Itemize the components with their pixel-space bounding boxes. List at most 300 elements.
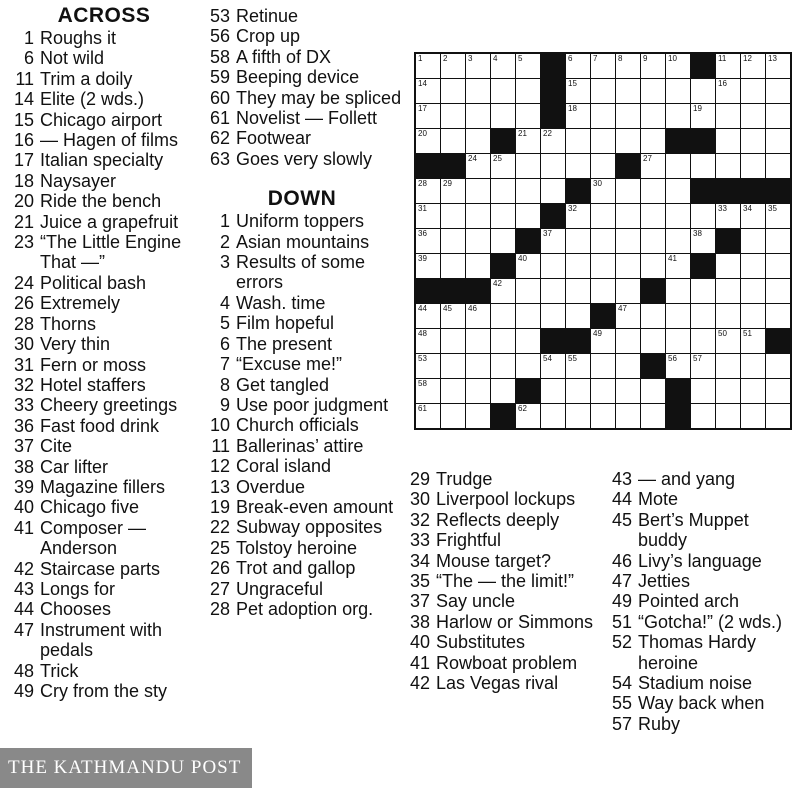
clue-item [6, 620, 202, 661]
grid-cell[interactable] [491, 154, 515, 178]
grid-cell[interactable] [541, 404, 565, 428]
clue-text: Fern or moss [40, 354, 147, 375]
grid-cell[interactable] [716, 304, 740, 328]
clue-number: 45 [611, 509, 632, 530]
grid-cell[interactable] [441, 329, 465, 353]
grid-cell[interactable] [691, 404, 715, 428]
grid-cell[interactable] [566, 104, 590, 128]
grid-cell[interactable] [666, 229, 690, 253]
clue-item [604, 632, 800, 673]
grid-block [416, 154, 440, 178]
grid-cell[interactable] [516, 204, 540, 228]
grid-cell[interactable] [516, 354, 540, 378]
grid-cell[interactable] [541, 354, 565, 378]
grid-cell[interactable] [741, 254, 765, 278]
grid-cell[interactable] [441, 179, 465, 203]
grid-cell[interactable] [741, 279, 765, 303]
grid-cell[interactable] [616, 254, 640, 278]
grid-cell[interactable] [666, 304, 690, 328]
grid-cell[interactable] [441, 54, 465, 78]
grid-cell[interactable] [691, 229, 715, 253]
grid-cell[interactable] [716, 354, 740, 378]
clue-text: Novelist — Follett [236, 108, 378, 129]
grid-cell[interactable] [491, 79, 515, 103]
grid-cell[interactable] [766, 279, 790, 303]
grid-cell[interactable] [691, 379, 715, 403]
clue-text: Bert’s Muppet buddy [638, 509, 749, 551]
clue-item [202, 293, 402, 313]
grid-cell[interactable] [416, 404, 440, 428]
grid-cell[interactable] [516, 79, 540, 103]
grid-cell[interactable] [491, 229, 515, 253]
grid-cell[interactable] [541, 279, 565, 303]
grid-cell[interactable] [766, 379, 790, 403]
clue-item [6, 191, 202, 211]
grid-cell[interactable] [741, 304, 765, 328]
grid-cell[interactable] [616, 279, 640, 303]
grid-cell[interactable] [716, 79, 740, 103]
grid-cell[interactable] [741, 329, 765, 353]
cell-number: 4 [493, 54, 498, 63]
grid-cell[interactable] [591, 204, 615, 228]
clue-item [6, 477, 202, 497]
grid-block [566, 179, 590, 203]
grid-cell[interactable] [766, 129, 790, 153]
grid-cell[interactable] [466, 54, 490, 78]
grid-cell[interactable] [716, 254, 740, 278]
clue-text: Pointed arch [638, 591, 740, 612]
grid-cell[interactable] [566, 279, 590, 303]
grid-cell[interactable] [466, 104, 490, 128]
grid-cell[interactable] [441, 354, 465, 378]
grid-cell[interactable] [666, 329, 690, 353]
grid-cell[interactable] [641, 129, 665, 153]
grid-cell[interactable] [491, 329, 515, 353]
grid-cell[interactable] [741, 229, 765, 253]
grid-cell[interactable] [566, 204, 590, 228]
clue-text: Coral island [236, 456, 332, 477]
cell-number: 2 [443, 54, 448, 63]
grid-cell[interactable] [466, 179, 490, 203]
grid-cell[interactable] [641, 254, 665, 278]
grid-cell[interactable] [591, 329, 615, 353]
grid-cell[interactable] [466, 379, 490, 403]
clue-number: 40 [409, 632, 430, 653]
grid-block [516, 229, 540, 253]
grid-cell[interactable] [616, 379, 640, 403]
grid-cell[interactable] [766, 54, 790, 78]
grid-cell[interactable] [591, 279, 615, 303]
cell-number: 16 [718, 79, 727, 88]
grid-cell[interactable] [441, 79, 465, 103]
grid-cell[interactable] [416, 129, 440, 153]
grid-cell[interactable] [491, 279, 515, 303]
clue-number: 28 [13, 313, 34, 334]
cell-number: 34 [743, 204, 752, 213]
grid-cell[interactable] [541, 304, 565, 328]
clue-item [6, 110, 202, 130]
grid-cell[interactable] [466, 354, 490, 378]
cell-number: 39 [418, 254, 427, 263]
grid-cell[interactable] [591, 79, 615, 103]
grid-cell[interactable] [666, 54, 690, 78]
grid-cell[interactable] [416, 354, 440, 378]
clue-number: 12 [209, 456, 230, 477]
grid-cell[interactable] [466, 79, 490, 103]
clue-text: Not wild [40, 48, 105, 69]
grid-cell[interactable] [416, 179, 440, 203]
grid-cell[interactable] [516, 104, 540, 128]
grid-cell[interactable] [691, 279, 715, 303]
clue-item [6, 69, 202, 89]
grid-cell[interactable] [491, 54, 515, 78]
grid-cell[interactable] [641, 104, 665, 128]
clue-item [604, 489, 800, 509]
grid-cell[interactable] [666, 104, 690, 128]
grid-cell[interactable] [741, 404, 765, 428]
grid-cell[interactable] [466, 304, 490, 328]
grid-cell[interactable] [516, 329, 540, 353]
grid-cell[interactable] [641, 304, 665, 328]
clue-item [202, 232, 402, 252]
clue-item [6, 518, 202, 559]
grid-cell[interactable] [566, 254, 590, 278]
cell-number: 29 [443, 179, 452, 188]
clue-text: Staircase parts [40, 558, 161, 579]
clue-number: 4 [219, 292, 230, 313]
clue-item [402, 612, 602, 632]
grid-cell[interactable] [616, 179, 640, 203]
grid-cell[interactable] [416, 329, 440, 353]
cell-number: 12 [743, 54, 752, 63]
grid-cell[interactable] [741, 104, 765, 128]
grid-cell[interactable] [441, 404, 465, 428]
clue-text: Cite [40, 436, 73, 457]
cell-number: 48 [418, 329, 427, 338]
grid-cell[interactable] [566, 354, 590, 378]
grid-cell[interactable] [741, 204, 765, 228]
grid-cell[interactable] [616, 354, 640, 378]
cell-number: 21 [518, 129, 527, 138]
grid-cell[interactable] [716, 379, 740, 403]
clue-number: 6 [219, 333, 230, 354]
grid-cell[interactable] [466, 129, 490, 153]
clue-item [202, 599, 402, 619]
clue-text: Mouse target? [436, 550, 552, 571]
clue-text: Wash. time [236, 292, 326, 313]
grid-cell[interactable] [716, 54, 740, 78]
grid-cell[interactable] [466, 404, 490, 428]
grid-cell[interactable] [516, 179, 540, 203]
grid-cell[interactable] [741, 79, 765, 103]
clue-number: 40 [13, 497, 34, 518]
grid-cell[interactable] [616, 54, 640, 78]
grid-cell[interactable] [666, 354, 690, 378]
grid-cell[interactable] [741, 129, 765, 153]
grid-cell[interactable] [566, 304, 590, 328]
clue-text: “Excuse me!” [236, 354, 343, 375]
grid-cell[interactable] [741, 379, 765, 403]
grid-cell[interactable] [616, 79, 640, 103]
clue-text: Thomas Hardy heroine [638, 632, 757, 673]
grid-cell[interactable] [416, 79, 440, 103]
grid-cell[interactable] [416, 229, 440, 253]
grid-cell[interactable] [416, 54, 440, 78]
clue-number: 14 [13, 89, 34, 110]
grid-cell[interactable] [641, 204, 665, 228]
clue-number: 24 [13, 272, 34, 293]
grid-cell[interactable] [491, 179, 515, 203]
clue-item [6, 559, 202, 579]
grid-cell[interactable] [491, 204, 515, 228]
cell-number: 41 [668, 254, 677, 263]
grid-cell[interactable] [741, 154, 765, 178]
cell-number: 45 [443, 304, 452, 313]
clue-item [402, 653, 602, 673]
clue-item [202, 252, 402, 293]
grid-cell[interactable] [541, 254, 565, 278]
grid-cell[interactable] [491, 354, 515, 378]
grid-block [641, 279, 665, 303]
cell-number: 31 [418, 204, 427, 213]
clue-text: “The Little Engine That —” [40, 232, 182, 273]
grid-cell[interactable] [441, 304, 465, 328]
clue-number: 32 [13, 374, 34, 395]
grid-cell[interactable] [591, 154, 615, 178]
grid-cell[interactable] [766, 154, 790, 178]
grid-block [516, 379, 540, 403]
grid-cell[interactable] [666, 254, 690, 278]
grid-cell[interactable] [416, 204, 440, 228]
grid-cell[interactable] [766, 204, 790, 228]
clue-number: 35 [409, 571, 430, 592]
grid-cell[interactable] [591, 354, 615, 378]
grid-cell[interactable] [641, 329, 665, 353]
cell-number: 18 [568, 104, 577, 113]
grid-cell[interactable] [766, 229, 790, 253]
clue-text: Las Vegas rival [436, 673, 559, 694]
clue-number: 31 [13, 354, 34, 375]
clue-item [6, 436, 202, 456]
grid-cell[interactable] [566, 129, 590, 153]
clue-item [202, 211, 402, 231]
grid-cell[interactable] [641, 229, 665, 253]
grid-cell[interactable] [541, 154, 565, 178]
clue-column-4 [604, 469, 800, 734]
down-clue-list [202, 211, 402, 619]
clue-number: 44 [13, 599, 34, 620]
grid-cell[interactable] [716, 279, 740, 303]
grid-cell[interactable] [591, 229, 615, 253]
grid-cell[interactable] [441, 104, 465, 128]
grid-cell[interactable] [441, 129, 465, 153]
clue-text: Chooses [40, 599, 112, 620]
grid-cell[interactable] [591, 179, 615, 203]
grid-cell[interactable] [466, 154, 490, 178]
clue-number: 47 [13, 619, 34, 640]
clue-item [202, 579, 402, 599]
grid-cell[interactable] [466, 254, 490, 278]
grid-cell[interactable] [566, 379, 590, 403]
grid-cell[interactable] [616, 404, 640, 428]
grid-cell[interactable] [591, 54, 615, 78]
grid-cell[interactable] [641, 79, 665, 103]
grid-cell[interactable] [516, 304, 540, 328]
grid-cell[interactable] [466, 229, 490, 253]
grid-cell[interactable] [566, 229, 590, 253]
grid-cell[interactable] [716, 329, 740, 353]
grid-cell[interactable] [766, 254, 790, 278]
grid-cell[interactable] [716, 129, 740, 153]
grid-cell[interactable] [441, 379, 465, 403]
clue-text: Hotel staffers [40, 374, 146, 395]
grid-cell[interactable] [716, 154, 740, 178]
grid-cell[interactable] [591, 104, 615, 128]
grid-block [541, 79, 565, 103]
clue-text: Roughs it [40, 28, 117, 48]
grid-cell[interactable] [516, 279, 540, 303]
grid-cell[interactable] [616, 229, 640, 253]
cell-number: 6 [568, 54, 573, 63]
grid-cell[interactable] [591, 379, 615, 403]
grid-cell[interactable] [516, 129, 540, 153]
grid-cell[interactable] [766, 404, 790, 428]
grid-cell[interactable] [616, 304, 640, 328]
clue-number: 1 [219, 211, 230, 232]
clue-number: 11 [211, 435, 230, 456]
grid-cell[interactable] [466, 329, 490, 353]
grid-cell[interactable] [666, 79, 690, 103]
grid-cell[interactable] [541, 179, 565, 203]
grid-cell[interactable] [641, 179, 665, 203]
grid-cell[interactable] [666, 179, 690, 203]
clue-number: 60 [209, 87, 230, 108]
clue-number: 3 [219, 252, 230, 273]
clue-number: 43 [611, 469, 632, 489]
grid-cell[interactable] [766, 104, 790, 128]
grid-cell[interactable] [541, 129, 565, 153]
grid-cell[interactable] [441, 254, 465, 278]
grid-cell[interactable] [566, 54, 590, 78]
grid-cell[interactable] [691, 329, 715, 353]
clue-item [604, 551, 800, 571]
clue-text: “Gotcha!” (2 wds.) [638, 611, 783, 632]
clue-number: 8 [219, 374, 230, 395]
grid-cell[interactable] [516, 54, 540, 78]
grid-block [466, 279, 490, 303]
grid-cell[interactable] [591, 404, 615, 428]
grid-cell[interactable] [616, 204, 640, 228]
grid-cell[interactable] [491, 104, 515, 128]
cell-number: 35 [768, 204, 777, 213]
grid-cell[interactable] [616, 104, 640, 128]
grid-cell[interactable] [766, 79, 790, 103]
clue-item [202, 538, 402, 558]
grid-cell[interactable] [416, 104, 440, 128]
clue-item [6, 457, 202, 477]
cell-number: 50 [718, 329, 727, 338]
grid-cell[interactable] [441, 229, 465, 253]
grid-cell[interactable] [691, 354, 715, 378]
clue-text: Use poor judgment [236, 394, 389, 415]
grid-block [491, 404, 515, 428]
grid-cell[interactable] [666, 279, 690, 303]
clue-item [6, 416, 202, 436]
grid-cell[interactable] [691, 104, 715, 128]
clue-number: 1 [23, 28, 34, 48]
grid-cell[interactable] [716, 404, 740, 428]
clue-column-3 [402, 469, 602, 693]
grid-cell[interactable] [491, 379, 515, 403]
grid-cell[interactable] [416, 304, 440, 328]
cell-number: 44 [418, 304, 427, 313]
grid-cell[interactable] [416, 254, 440, 278]
grid-cell[interactable] [566, 154, 590, 178]
grid-cell[interactable] [716, 204, 740, 228]
grid-cell[interactable] [741, 54, 765, 78]
clue-number: 23 [13, 232, 34, 253]
grid-cell[interactable] [491, 304, 515, 328]
clue-item [6, 497, 202, 517]
grid-cell[interactable] [766, 304, 790, 328]
grid-cell[interactable] [591, 254, 615, 278]
grid-cell[interactable] [566, 79, 590, 103]
clue-number: 21 [13, 211, 34, 232]
grid-cell[interactable] [566, 404, 590, 428]
grid-cell[interactable] [616, 329, 640, 353]
clue-item [6, 150, 202, 170]
cell-number: 46 [468, 304, 477, 313]
grid-cell[interactable] [541, 229, 565, 253]
grid-cell[interactable] [691, 204, 715, 228]
grid-cell[interactable] [616, 129, 640, 153]
grid-cell[interactable] [641, 154, 665, 178]
grid-cell[interactable] [416, 379, 440, 403]
grid-cell[interactable] [641, 379, 665, 403]
grid-cell[interactable] [516, 404, 540, 428]
grid-cell[interactable] [666, 204, 690, 228]
clue-text: Reflects deeply [436, 509, 560, 530]
down-clue-list-continued [402, 469, 602, 693]
grid-cell[interactable] [766, 354, 790, 378]
crossword-grid [414, 52, 792, 430]
clue-item [202, 497, 402, 517]
clue-item [6, 130, 202, 150]
grid-cell[interactable] [716, 104, 740, 128]
clue-number: 53 [209, 6, 230, 26]
grid-cell[interactable] [441, 204, 465, 228]
grid-cell[interactable] [641, 404, 665, 428]
clue-number: 46 [611, 550, 632, 571]
clue-item [202, 47, 402, 67]
grid-cell[interactable] [691, 304, 715, 328]
grid-cell[interactable] [741, 354, 765, 378]
grid-cell[interactable] [541, 379, 565, 403]
grid-block [541, 104, 565, 128]
grid-cell[interactable] [516, 154, 540, 178]
grid-cell[interactable] [691, 154, 715, 178]
grid-cell[interactable] [466, 204, 490, 228]
clue-number: 56 [209, 26, 230, 47]
cell-number: 24 [468, 154, 477, 163]
grid-cell[interactable] [516, 254, 540, 278]
grid-cell[interactable] [666, 154, 690, 178]
grid-cell[interactable] [591, 129, 615, 153]
clue-number: 55 [611, 693, 632, 714]
grid-cell[interactable] [691, 79, 715, 103]
grid-cell[interactable] [641, 54, 665, 78]
cell-number: 20 [418, 129, 427, 138]
